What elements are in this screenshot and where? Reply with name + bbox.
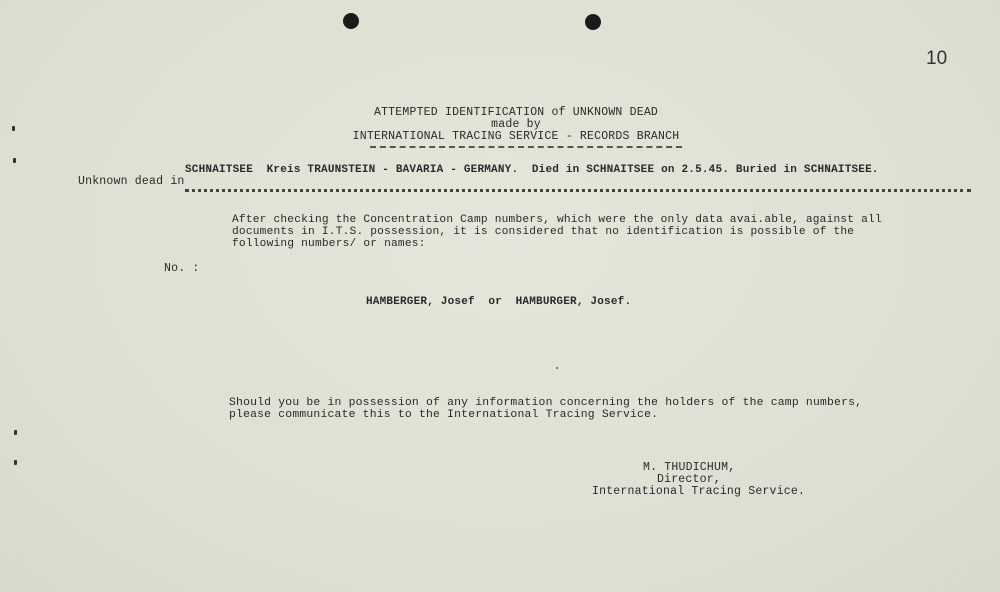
edge-mark: [14, 430, 17, 435]
signature-title: Director,: [657, 473, 721, 486]
body-line-2: documents in I.T.S. possession, it is considered that no identification is possible of the: [232, 226, 855, 238]
edge-mark: [12, 126, 15, 131]
signature-name: M. THUDICHUM,: [643, 461, 736, 474]
header-title: ATTEMPTED IDENTIFICATION of UNKNOWN DEAD: [373, 106, 659, 119]
record-dotted-line: [185, 189, 971, 192]
body-line-3: following numbers/ or names:: [232, 238, 426, 250]
closing-line-2: please communicate this to the International Tracing Service.: [229, 409, 659, 421]
signature-organization: International Tracing Service.: [592, 485, 806, 498]
punch-hole-right: [585, 14, 601, 30]
header-underline: [370, 146, 682, 148]
record-label: Unknown dead in: [78, 175, 185, 188]
punch-hole-left: [343, 13, 359, 29]
speck: [556, 367, 558, 369]
closing-line-1: Should you be in possession of any information concerning the holders of the camp numbers,: [229, 397, 863, 409]
edge-mark: [14, 460, 17, 465]
record-location: SCHNAITSEE Kreis TRAUNSTEIN - BAVARIA - GERMANY. Died in SCHNAITSEE on 2.5.45. Buried in SCHNAITSEE.: [185, 164, 879, 176]
header-organization: INTERNATIONAL TRACING SERVICE - RECORDS BRANCH: [352, 130, 680, 143]
edge-mark: [13, 158, 16, 163]
names-line: HAMBERGER, Josef or HAMBURGER, Josef.: [366, 296, 632, 308]
number-label: No. :: [164, 262, 200, 275]
page-number: 10: [926, 48, 948, 69]
body-line-1: After checking the Concentration Camp numbers, which were the only data avai.able, against all: [232, 214, 882, 226]
header-made-by: made by: [491, 118, 541, 131]
